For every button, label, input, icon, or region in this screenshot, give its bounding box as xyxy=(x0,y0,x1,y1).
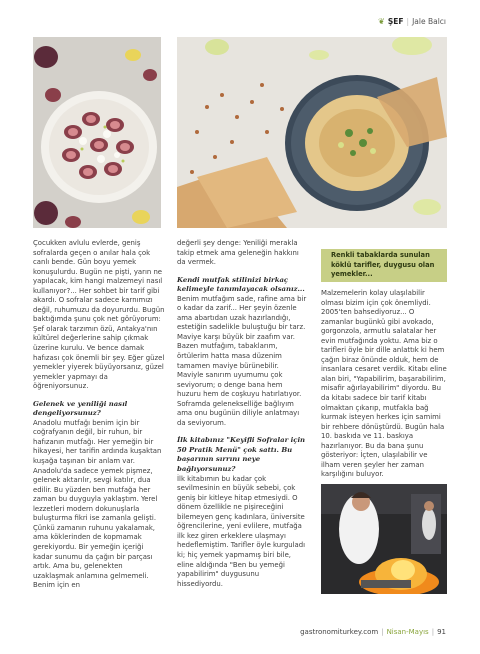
paragraph: İlk kitabımın bu kadar çok sevilmesinin en büyük sebebi, çok geniş bir kitleye hitap etmesiydi. O dönem özellikle ne pişireceğini bilemeyen genç kadınlara, üniversite öğrencilerine, yeni evlilere, mutfağa ilk kez giren erkeklere ulaşmayı hedeflemiştim. Tarifler öyle kurguladı ki; hiç yemek yapmamış biri bile, eline aldığında "Ben bu yemeği yapabilirim" duygusunu hissediyordu. xyxy=(177,474,306,588)
leaf-icon: ❦ xyxy=(378,17,385,26)
question-heading: İlk kitabınız "Keyifli Sofralar için 50 Pratik Menü" çok sattı. Bu başarının sırrını neye bağlıyorsunuz? xyxy=(177,436,306,474)
question-heading: Gelenek ve yeniliği nasıl dengeliyorsunuz? xyxy=(33,399,128,418)
footer-separator: | xyxy=(431,628,435,636)
footer-issue: Nisan-Mayıs xyxy=(386,628,429,636)
pull-quote-box xyxy=(321,249,447,282)
text-column-1 xyxy=(33,239,165,591)
paragraph: Benim mutfağım sade, rafine ama bir o kadar da zarif... Her şeyin özenle ama abartıdan uzak hazırlandığı, estetiğin sadelikle buluştuğu bir tarz. Maviye karşı büyük bir zaafım var. Bazen mutfağım, tabaklarım, örtülerim hatta masa düzenim tamamen maviye bürünebilir. Maviyle sanırım uyumumu çok seviyorum; o denge bana hem huzuru hem de coşkuyu hatırlatıyor. Soframda gelenekselliğe bağlıyım ama onu bugünün diliyle anlatmayı da seviyorum. xyxy=(177,294,307,427)
paragraph: değerli şey denge: Yeniliği merakla takip etmek ama geleneğin hakkını da vermek. xyxy=(177,239,299,267)
page-header xyxy=(378,17,446,26)
question-heading: Kendi mutfak stilinizi birkaç kelimeyle tanımlayacak olsanız... xyxy=(177,275,305,294)
pull-quote-text: Renkli tabaklarda sunulan köklü tarifler, duygusu olan yemekler... xyxy=(331,251,435,279)
fig-plate-photo xyxy=(33,37,161,228)
text-column-2 xyxy=(177,239,307,589)
page-footer xyxy=(0,628,446,636)
footer-site: gastronomiturkey.com xyxy=(300,628,379,636)
footer-separator: | xyxy=(381,628,384,636)
hummus-plate-photo xyxy=(177,37,447,228)
paragraph: Çocukken avlulu evlerde, geniş sofralarda geçen o anılar hala çok canlı bende. Gün boyu yemek konuşulurdu. Bugün ne pişti, yarın ne yapılacak, kim hangi malzemeyi nasıl kullanıyor?... Her sohbet bir tarif gibi akardı. O sofralar sadece karnımızı değil, ruhumuzu da doyururdu. Bugün baktığımda şunu çok net görüyorum: Şef olarak tarzımın özü, Antakya'nın kültürel değerlerine sahip çıkmak üzerine kurulu. Ve bence damak hafızası çok önemli bir şey. Eğer güzel yemekler yiyerek büyüyorsanız, güzel yemekler yapmayı da öğreniyorsunuz. xyxy=(33,239,165,391)
author-name: Jale Balcı xyxy=(412,17,446,26)
chef-cooking-photo xyxy=(321,484,447,594)
page-number: 91 xyxy=(437,628,446,636)
text-column-3 xyxy=(321,289,447,480)
header-separator: | xyxy=(406,17,410,26)
section-brand: ŞEF xyxy=(387,17,404,26)
paragraph: Anadolu mutfağı benim için bir coğrafyanın değil, bir ruhun, bir hafızanın mutfağı. Her yemeğin bir hikayesi, her tarifin ardında kuşaktan kuşağa taşınan bir anlam var. Anadolu'da sadece yemek pişmez, gelenek aktarılır, sevgi katılır, dua edilir. Bu yüzden ben mutfağa her zaman bu duyguyla yaklaştım. Yerel lezzetleri modern dokunuşlarla buluşturma fikri ise zamanla gelişti. Çünkü zamanın ruhunu yakalamak, ama köklerinden de kopmamak gerekiyordu. Bir yemeğin içeriği kadar sunumu da çağın bir parçası artık. Ama bu, gelenekten uzaklaşmak anlamına gelmemeli. Benim için en xyxy=(33,418,162,590)
paragraph: Malzemelerin kolay ulaşılabilir olması bizim için çok önemliydi. 2005'ten bahsediyoruz... O zamanlar bugünkü gibi avokado, gorgonzola, armutlu salatalar her evin mutfağında yoktu. Ama biz o tarifleri öyle bir dille anlattık ki hem çağın biraz önünde olduk, hem de insanlara cesaret verdik. Kitabı eline alan biri, "Yapabilirim, başarabilirim, misafir ağırlayabilirim" diyordu. Bu da kitabı sadece bir tarif kitabı olmaktan çıkarıp, mutfakla bağ kurmak isteyen herkes için samimi bir rehbere dönüştürdü. Bugün hala 10. baskıda ve 11. baskıya hazırlanıyor. Bu da bana şunu gösteriyor: İçten, ulaşılabilir ve ilham veren şeyler her zaman karşılığını buluyor. xyxy=(321,289,447,479)
